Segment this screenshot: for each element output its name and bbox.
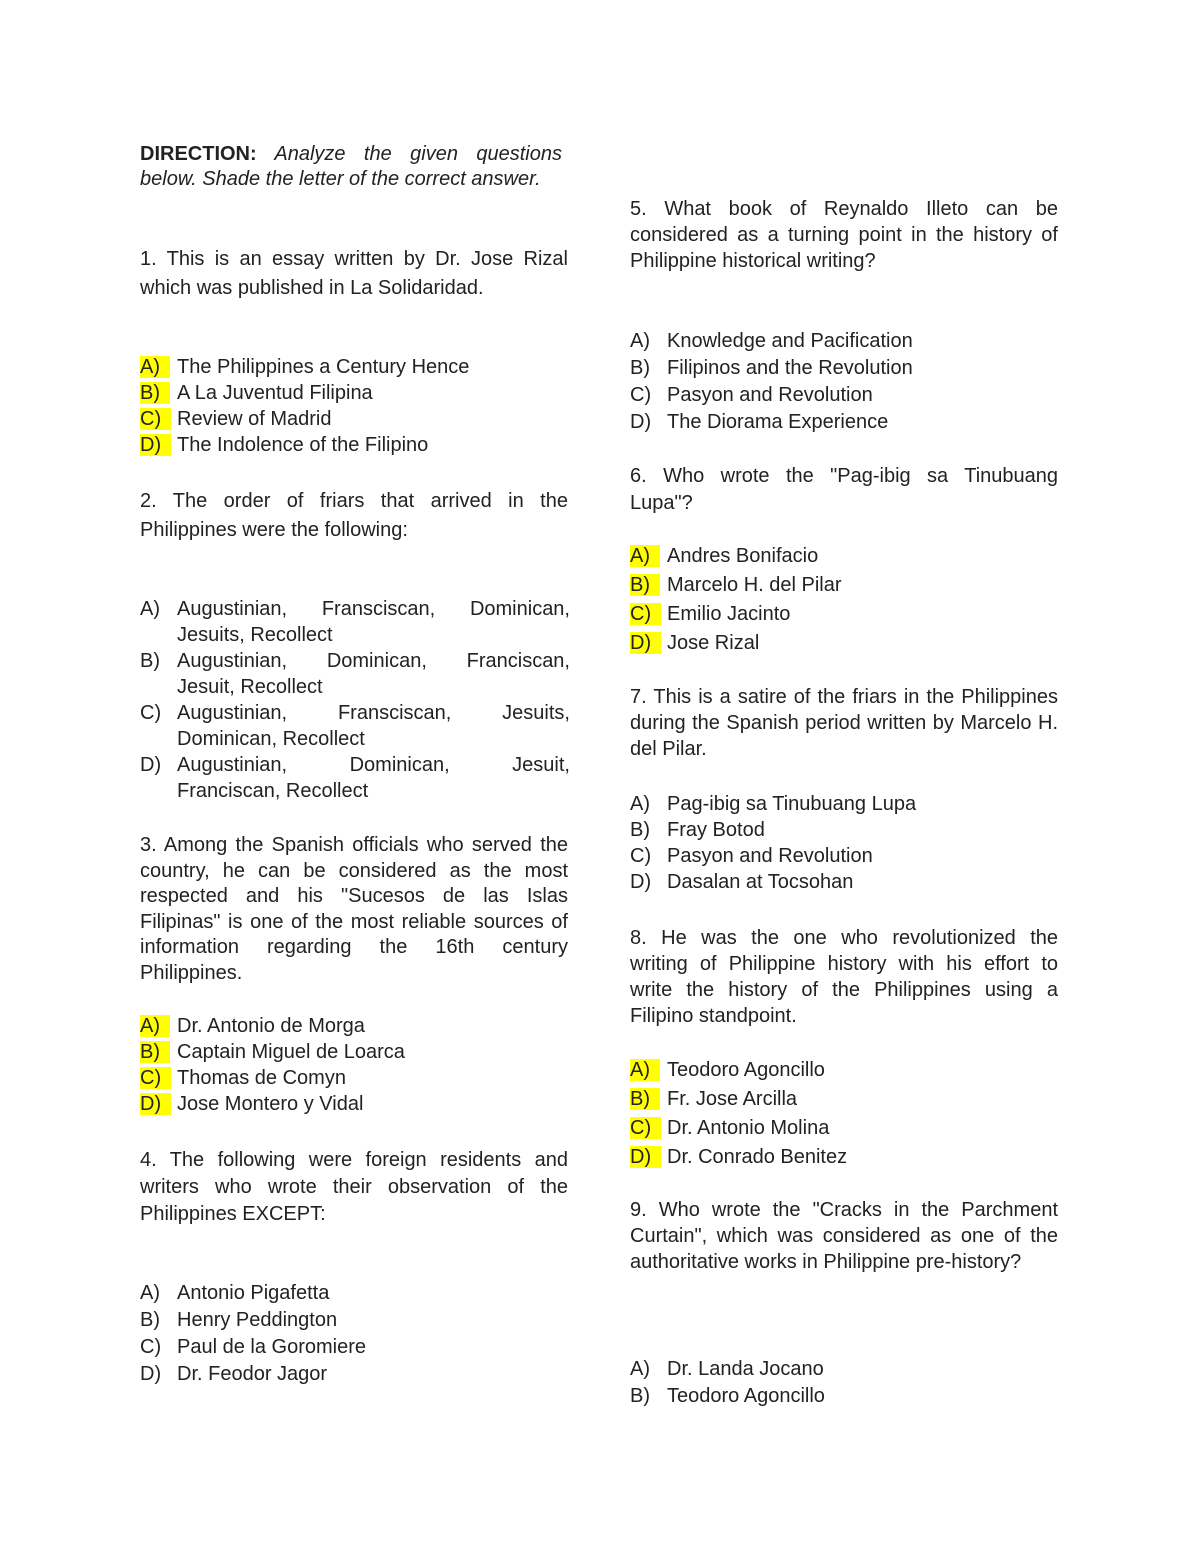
option-b[interactable]	[140, 380, 570, 406]
option-text: Paul de la Goromiere	[177, 1336, 366, 1358]
option-text: Thomas de Comyn	[177, 1067, 346, 1089]
option-a[interactable]	[140, 1013, 570, 1039]
option-d[interactable]	[140, 1361, 570, 1388]
option-text-line2: Dominican, Recollect	[177, 728, 365, 750]
option-text-line1: Augustinian, Fransciscan, Dominican,	[177, 598, 570, 620]
option-text: Andres Bonifacio	[667, 545, 819, 567]
option-d[interactable]	[140, 432, 570, 458]
option-text: Knowledge and Pacification	[667, 330, 913, 352]
option-d[interactable]	[140, 752, 570, 804]
question-number: 1.	[140, 248, 157, 270]
question-7	[630, 684, 1058, 762]
option-text: Emilio Jacinto	[667, 603, 791, 625]
option-letter: D)	[140, 434, 171, 456]
option-a[interactable]	[630, 1056, 1060, 1085]
option-b[interactable]	[140, 1307, 570, 1334]
option-text-line1: Augustinian, Dominican, Franciscan,	[177, 650, 570, 672]
question-number: 6.	[630, 465, 647, 487]
option-text: Pag-ibig sa Tinubuang Lupa	[667, 793, 917, 815]
option-text-line1: Augustinian, Fransciscan, Jesuits,	[177, 702, 570, 724]
option-letter: C)	[140, 1336, 162, 1358]
option-letter: D)	[630, 1146, 661, 1168]
option-letter: B)	[630, 1088, 660, 1110]
option-letter: B)	[630, 574, 660, 596]
option-a[interactable]	[630, 1356, 1060, 1383]
option-c[interactable]	[140, 406, 570, 432]
option-letter: B)	[140, 650, 160, 672]
option-text-line2: Jesuits, Recollect	[177, 624, 333, 646]
question-number: 2.	[140, 490, 157, 512]
option-text: Jose Montero y Vidal	[177, 1093, 364, 1115]
option-text: Dr. Feodor Jagor	[177, 1363, 328, 1385]
option-d[interactable]	[140, 1091, 570, 1117]
direction-label: DIRECTION:	[140, 143, 257, 165]
option-c[interactable]	[140, 700, 570, 752]
option-letter: C)	[630, 603, 661, 625]
option-c[interactable]	[140, 1334, 570, 1361]
option-text: Filipinos and the Revolution	[667, 357, 913, 379]
question-number: 4.	[140, 1149, 157, 1171]
question-text	[140, 487, 568, 545]
option-b[interactable]	[630, 1383, 1060, 1410]
option-text-line1: Augustinian, Dominican, Jesuit,	[177, 754, 570, 776]
question-text	[630, 1197, 1058, 1275]
option-text-line2: Franciscan, Recollect	[177, 780, 369, 802]
question-2	[140, 487, 568, 545]
option-text-line2: Jesuit, Recollect	[177, 676, 323, 698]
question-number: 9.	[630, 1199, 647, 1221]
option-letter: A)	[630, 1358, 650, 1380]
option-a[interactable]	[630, 328, 1060, 355]
option-text: Jose Rizal	[667, 632, 760, 654]
option-letter: A)	[140, 1282, 160, 1304]
option-letter: D)	[140, 754, 162, 776]
option-letter: B)	[140, 382, 170, 404]
option-text: Teodoro Agoncillo	[667, 1059, 825, 1081]
question-body: He was the one who revolutionized the writing of Philippine history with his effort to write the history of the Philippines using a Filipino standpoint.	[630, 927, 1059, 1027]
option-a[interactable]	[630, 542, 1060, 571]
question-text	[630, 463, 1058, 517]
option-text: Dr. Landa Jocano	[667, 1358, 824, 1380]
options-2	[140, 596, 570, 804]
question-text	[140, 833, 568, 986]
option-a[interactable]	[140, 596, 570, 648]
option-b[interactable]	[630, 817, 1060, 843]
option-b[interactable]	[630, 1085, 1060, 1114]
option-d[interactable]	[630, 629, 1060, 658]
option-letter: A)	[630, 793, 650, 815]
option-text: Captain Miguel de Loarca	[177, 1041, 405, 1063]
option-letter: D)	[630, 632, 661, 654]
option-c[interactable]	[140, 1065, 570, 1091]
option-letter: A)	[630, 330, 650, 352]
question-6	[630, 463, 1058, 517]
option-text: Dr. Antonio de Morga	[177, 1015, 365, 1037]
options-6	[630, 542, 1060, 658]
option-text: A La Juventud Filipina	[177, 382, 373, 404]
question-number: 7.	[630, 686, 647, 708]
question-9	[630, 1197, 1058, 1275]
option-letter: A)	[140, 1015, 170, 1037]
option-letter: A)	[140, 598, 160, 620]
question-5	[630, 196, 1058, 274]
option-text: Teodoro Agoncillo	[667, 1385, 825, 1407]
option-letter: D)	[630, 411, 652, 433]
options-7	[630, 791, 1060, 895]
options-9	[630, 1356, 1060, 1410]
direction	[140, 142, 562, 192]
option-text: Review of Madrid	[177, 408, 332, 430]
option-d[interactable]	[630, 409, 1060, 436]
question-text	[630, 684, 1058, 762]
option-letter: C)	[630, 1117, 661, 1139]
option-letter: C)	[140, 702, 162, 724]
option-a[interactable]	[140, 354, 570, 380]
option-b[interactable]	[140, 648, 570, 700]
question-body: What book of Reynaldo Illeto can be considered as a turning point in the history of Philippine historical writing?	[630, 198, 1058, 272]
question-body: Who wrote the "Pag-ibig sa Tinubuang Lupa"?	[630, 465, 1059, 514]
option-text: Fray Botod	[667, 819, 765, 841]
option-text: The Diorama Experience	[667, 411, 889, 433]
option-text: Marcelo H. del Pilar	[667, 574, 842, 596]
option-letter: B)	[140, 1041, 170, 1063]
option-text: Antonio Pigafetta	[177, 1282, 330, 1304]
option-letter: D)	[140, 1363, 162, 1385]
option-letter: C)	[630, 845, 652, 867]
option-text: Dr. Antonio Molina	[667, 1117, 830, 1139]
options-1	[140, 354, 570, 458]
option-c[interactable]	[630, 843, 1060, 869]
option-b[interactable]	[630, 571, 1060, 600]
question-1	[140, 245, 568, 303]
option-text: The Philippines a Century Hence	[177, 356, 470, 378]
option-letter: B)	[630, 1385, 650, 1407]
option-d[interactable]	[630, 1143, 1060, 1172]
option-b[interactable]	[630, 355, 1060, 382]
option-letter: A)	[140, 356, 170, 378]
options-3	[140, 1013, 570, 1117]
question-3	[140, 833, 568, 986]
question-text	[140, 1147, 568, 1228]
option-c[interactable]	[630, 600, 1060, 629]
option-letter: A)	[630, 545, 660, 567]
question-number: 5.	[630, 198, 647, 220]
option-text: Pasyon and Revolution	[667, 845, 873, 867]
option-letter: C)	[140, 1067, 171, 1089]
option-letter: D)	[140, 1093, 171, 1115]
options-8	[630, 1056, 1060, 1172]
question-body: The order of friars that arrived in the Philippines were the following:	[140, 490, 568, 541]
option-text: Pasyon and Revolution	[667, 384, 873, 406]
question-8	[630, 925, 1058, 1029]
question-number: 8.	[630, 927, 647, 949]
question-body: Who wrote the "Cracks in the Parchment Curtain", which was considered as one of the authoritative works in Philippine pre-history?	[630, 1199, 1058, 1273]
option-b[interactable]	[140, 1039, 570, 1065]
option-letter: B)	[140, 1309, 160, 1331]
question-text	[630, 196, 1058, 274]
direction-text: Analyze the given questions below. Shade the letter of the correct answer.	[140, 143, 562, 190]
option-text: Dr. Conrado Benitez	[667, 1146, 848, 1168]
option-a[interactable]	[630, 791, 1060, 817]
question-body: Among the Spanish officials who served the country, he can be considered as the most respected and his "Sucesos de las Islas Filipinas" is one of the most reliable sources of information regarding the 16th century Philippines.	[140, 834, 569, 984]
question-text	[630, 925, 1058, 1029]
question-4	[140, 1147, 568, 1228]
option-c[interactable]	[630, 1114, 1060, 1143]
option-text: Fr. Jose Arcilla	[667, 1088, 798, 1110]
option-letter: C)	[630, 384, 652, 406]
option-letter: A)	[630, 1059, 660, 1081]
option-letter: D)	[630, 871, 652, 893]
option-a[interactable]	[140, 1280, 570, 1307]
option-letter: B)	[630, 357, 650, 379]
option-text: Dasalan at Tocsohan	[667, 871, 854, 893]
options-4	[140, 1280, 570, 1388]
options-5	[630, 328, 1060, 436]
option-c[interactable]	[630, 382, 1060, 409]
question-body: The following were foreign residents and writers who wrote their observation of the Philippines EXCEPT:	[140, 1149, 568, 1225]
option-text: Henry Peddington	[177, 1309, 338, 1331]
option-text: The Indolence of the Filipino	[177, 434, 429, 456]
option-letter: B)	[630, 819, 650, 841]
option-letter: C)	[140, 408, 171, 430]
question-body: This is a satire of the friars in the Philippines during the Spanish period written by Marcelo H. del Pilar.	[630, 686, 1058, 760]
question-number: 3.	[140, 834, 157, 856]
question-body: This is an essay written by Dr. Jose Rizal which was published in La Solidaridad.	[140, 248, 568, 299]
option-d[interactable]	[630, 869, 1060, 895]
question-text	[140, 245, 568, 303]
